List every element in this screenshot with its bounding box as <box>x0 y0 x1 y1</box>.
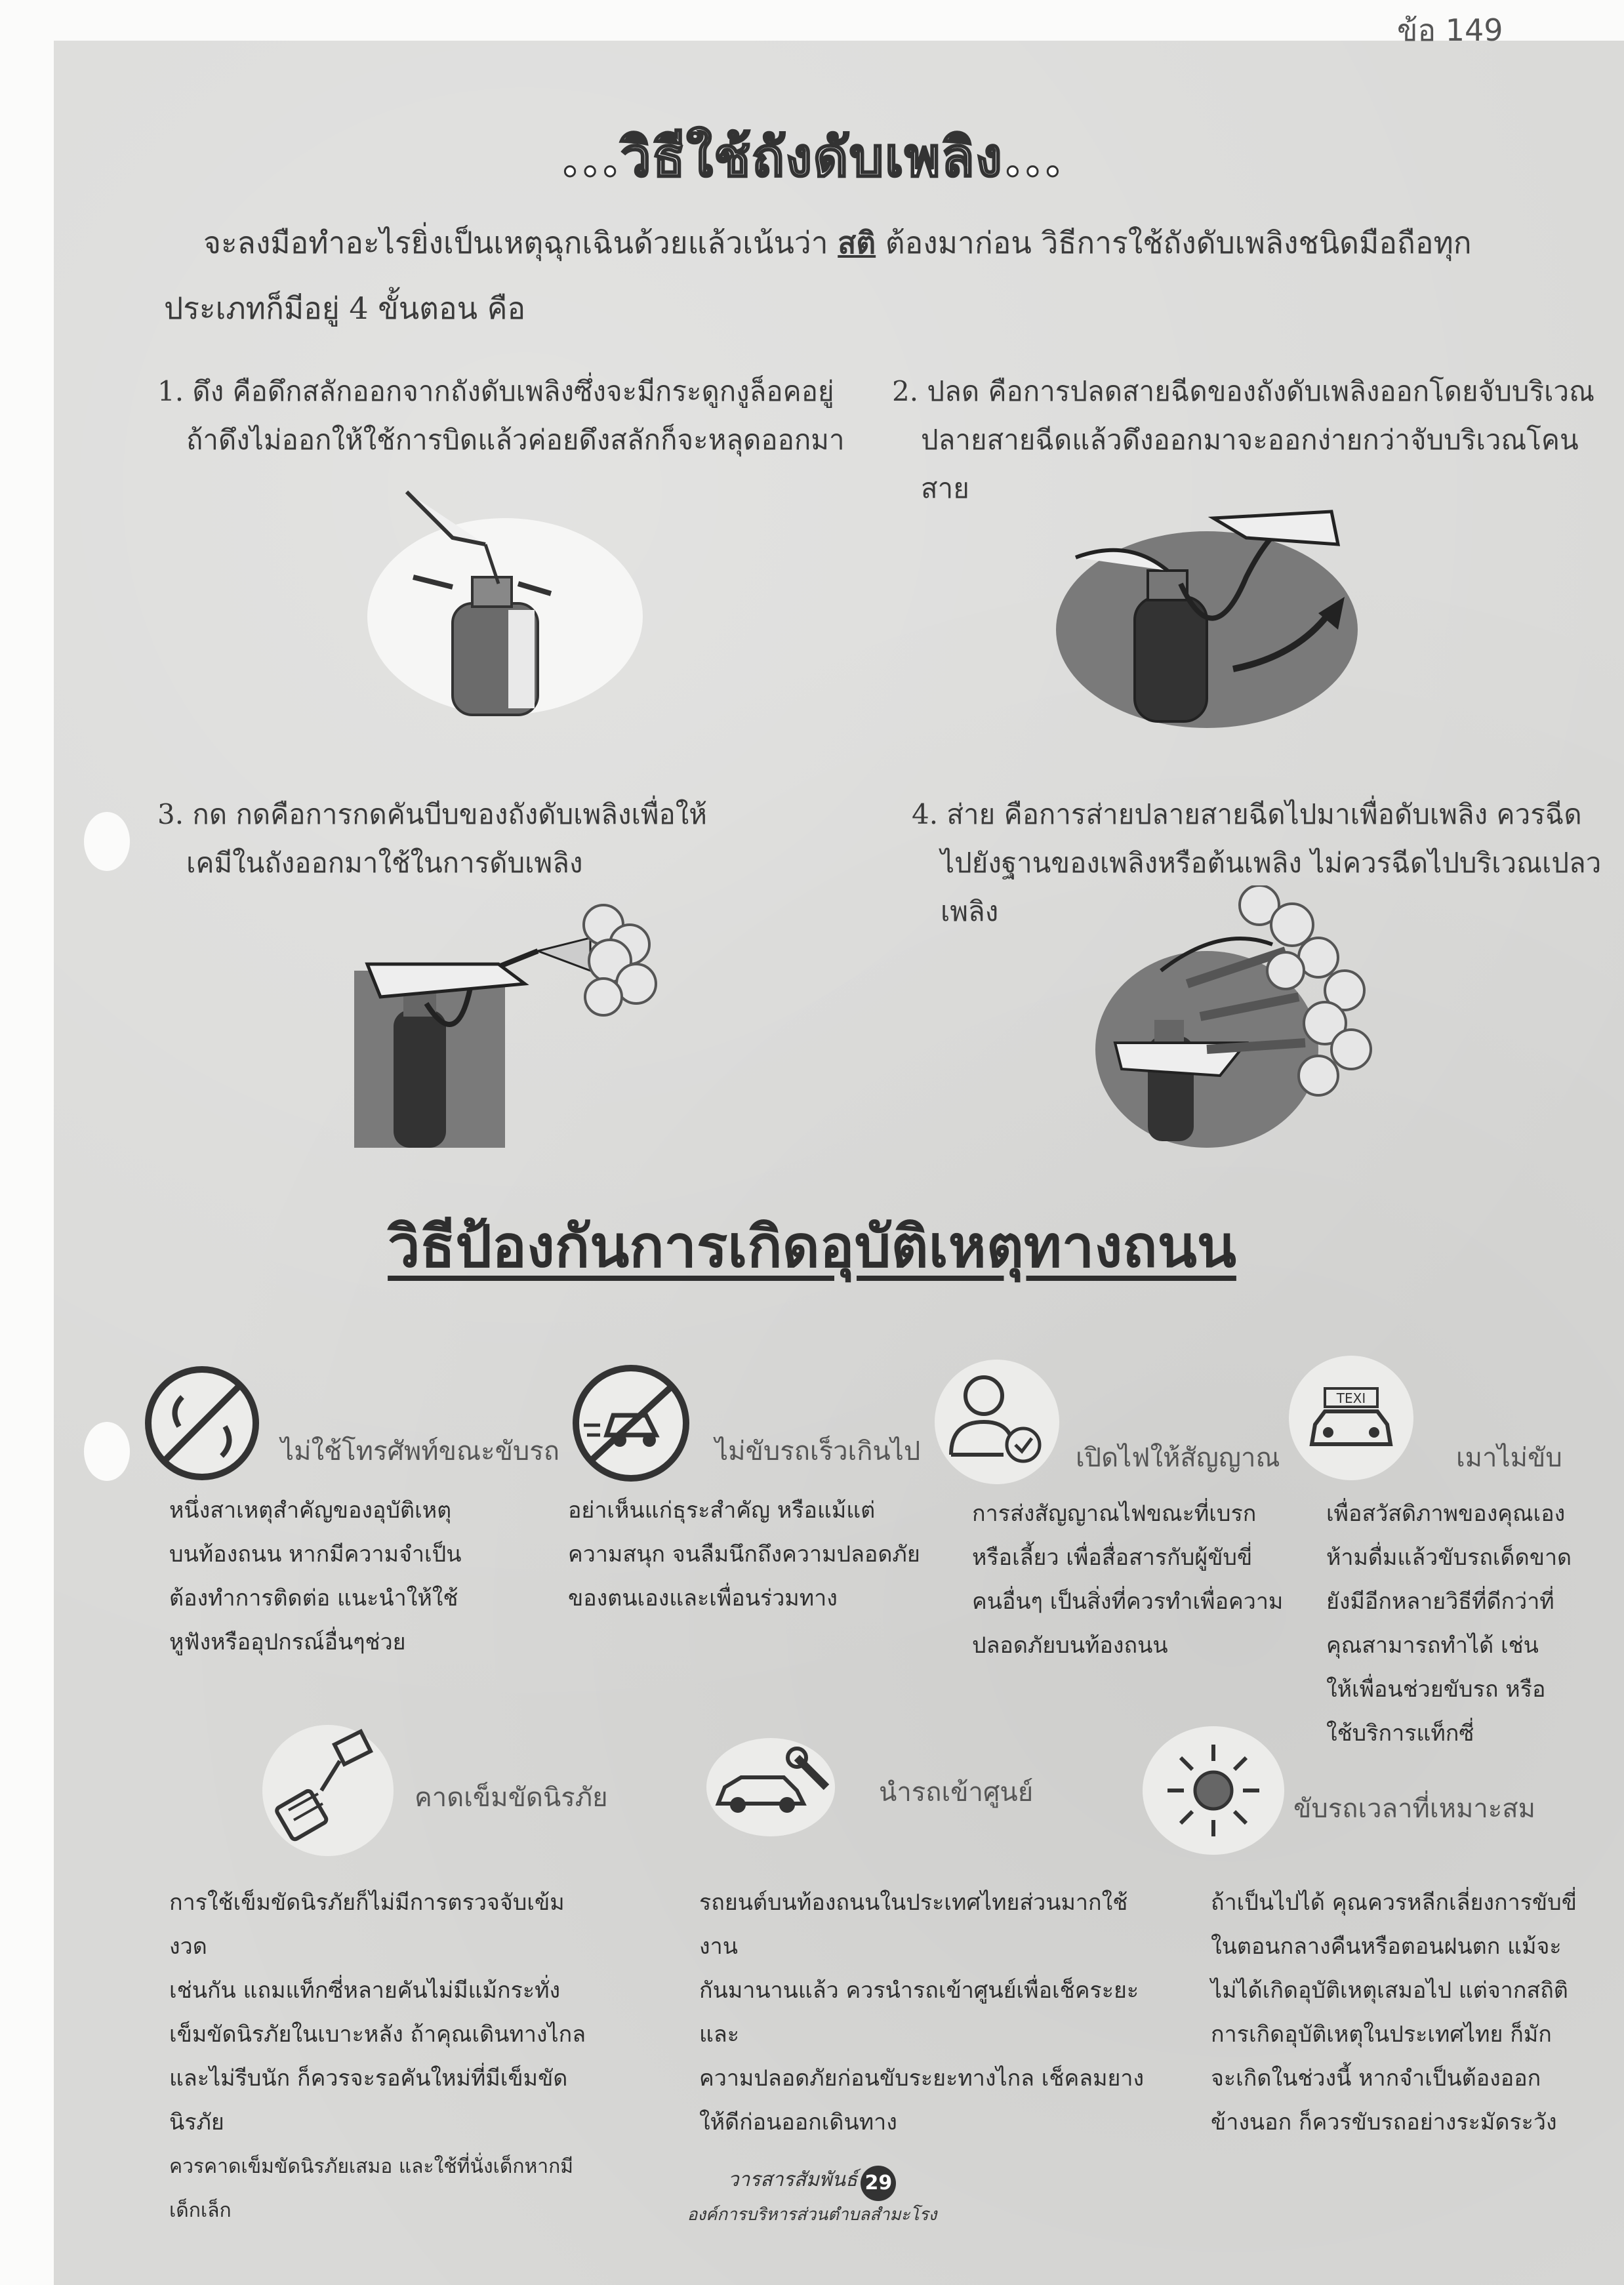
tip-line: เข็มขัดนิรภัยในเบาะหลัง ถ้าคุณเดินทางไกล <box>169 2021 586 2048</box>
tip-title: เมาไม่ขับ <box>1456 1443 1562 1473</box>
person-check-icon <box>931 1356 1063 1487</box>
tip-title: เปิดไฟให้สัญญาณ <box>1076 1443 1280 1473</box>
intro-text-start: จะลงมือทำอะไรยิ่งเป็นเหตุฉุกเฉินด้วยแล้วเน้นว่า <box>203 225 838 260</box>
tip-line: ให้เพื่อนช่วยขับรถ หรือ <box>1326 1676 1546 1703</box>
sun-icon <box>1141 1725 1286 1856</box>
release-hose-illustration <box>1049 498 1417 741</box>
pull-pin-illustration <box>354 479 656 735</box>
tip-title: ขับรถเวลาที่เหมาะสม <box>1293 1794 1536 1824</box>
tip-text-no-speeding <box>568 1489 935 1621</box>
tip-line: ในตอนกลางคืนหรือตอนฝนตก แม้จะ <box>1211 1933 1562 1960</box>
tip-line: หรือเลี้ยว เพื่อสื่อสารกับผู้ขับขี่ <box>972 1545 1253 1571</box>
magazine-name: วารสารสัมพันธ์ <box>727 2168 858 2191</box>
step-release <box>892 367 1600 513</box>
tip-line: ใช้บริการแท็กซี่ <box>1326 1720 1474 1747</box>
tip-line: คุณสามารถทำได้ เช่น <box>1326 1632 1539 1659</box>
tip-line: ต้องทำการติดต่อ แนะนำให้ใช้ <box>169 1585 458 1611</box>
step-line: 4. ส่าย คือการส่ายปลายสายฉีดไปมาเพื่อดับเพลิง ควรฉีด <box>912 798 1582 830</box>
tip-line: กันมานานแล้ว ควรนำรถเข้าศูนย์เพื่อเช็คระยะและ <box>699 1977 1139 2048</box>
tip-text-timing <box>1211 1881 1604 2145</box>
tip-line: ห้ามดื่มแล้วขับรถเด็ดขาด <box>1326 1545 1572 1571</box>
page-number: 29 <box>861 2166 896 2201</box>
tip-line: หนึ่งสาเหตุสำคัญของอุบัติเหตุ <box>169 1497 452 1524</box>
tip-title: ไม่ขับรถเร็วเกินไป <box>715 1436 921 1466</box>
tip-title: ไม่ใช้โทรศัพท์ขณะขับรถ <box>281 1436 559 1466</box>
tip-line: ความสนุก จนลืมนึกถึงความปลอดภัย <box>568 1541 920 1567</box>
tip-line: บนท้องถนน หากมีความจำเป็น <box>169 1541 462 1567</box>
no-phone-icon <box>143 1364 261 1482</box>
tip-title: คาดเข็มขัดนิรภัย <box>415 1783 608 1813</box>
tip-line: จะเกิดในช่วงนี้ หากจำเป็นต้องออก <box>1211 2065 1541 2092</box>
section-title-extinguisher: ...วิธีใช้ถังดับเพลิง... <box>560 126 1064 189</box>
tip-text-service <box>699 1881 1158 2145</box>
tip-line: ถ้าเป็นไปได้ คุณควรหลีกเลี่ยงการขับขี่ <box>1211 1890 1577 1916</box>
tip-line: ควรคาดเข็มขัดนิรภัยเสมอ และใช้ที่นั่งเด็กหากมีเด็กเล็ก <box>169 2155 574 2222</box>
punch-hole <box>84 812 130 871</box>
step-line: เคมีในถังออกมาใช้ในการดับเพลิง <box>186 847 583 879</box>
tip-line: ให้ดีก่อนออกเดินทาง <box>699 2109 897 2135</box>
tip-line: การใช้เข็มขัดนิรภัยก็ไม่มีการตรวจจับเข้มงวด <box>169 1890 565 1960</box>
press-lever-illustration <box>341 899 669 1154</box>
tip-text-signal <box>972 1492 1313 1668</box>
tip-line: รถยนต์บนท้องถนนในประเทศไทยส่วนมากใช้งาน <box>699 1890 1128 1960</box>
seatbelt-icon <box>256 1718 400 1863</box>
tip-line: และไม่รีบนัก ก็ควรจะรอคันใหม่ที่มีเข็มขัดนิรภัย <box>169 2065 568 2135</box>
punch-hole <box>84 1422 130 1481</box>
intro-emphasis: สติ <box>838 225 876 260</box>
step-press <box>157 790 853 887</box>
step-line: 3. กด กดคือการกดคันบีบของถังดับเพลิงเพื่อให้ <box>157 798 707 830</box>
tip-line: ไม่ได้เกิดอุบัติเหตุเสมอไป แต่จากสถิติ <box>1211 1977 1568 2004</box>
step-pull <box>157 367 853 464</box>
tip-line: ข้างนอก ก็ควรขับรถอย่างระมัดระวัง <box>1211 2109 1557 2135</box>
tip-line: การส่งสัญญาณไฟขณะที่เบรก <box>972 1501 1257 1527</box>
tip-text-no-phone <box>169 1489 484 1665</box>
car-wrench-icon <box>705 1731 836 1836</box>
organization-name: องค์การบริหารส่วนตำบลสำมะโรง <box>687 2204 937 2225</box>
tip-line: เช่นกัน แถมแท็กซี่หลายคันไม่มีแม้กระทั่ง <box>169 1977 561 2004</box>
no-speeding-icon <box>571 1363 691 1484</box>
tip-line: ของตนเองและเพื่อนร่วมทาง <box>568 1585 838 1611</box>
step-line: 2. ปลด คือการปลดสายฉีดของถังดับเพลิงออกโดยจับบริเวณ <box>892 375 1595 407</box>
tip-line: ปลอดภัยบนท้องถนน <box>972 1632 1168 1659</box>
tip-line: เพื่อสวัสดิภาพของคุณเอง <box>1326 1501 1566 1527</box>
tip-line: การเกิดอุบัติเหตุในประเทศไทย ก็มัก <box>1211 2021 1552 2048</box>
intro-text-end: ต้องมาก่อน วิธีการใช้ถังดับเพลิงชนิดมือถือทุกประเภทก็มีอยู่ 4 ขั้นตอน คือ <box>164 225 1472 326</box>
taxi-icon <box>1286 1352 1417 1484</box>
step-line: 1. ดึง คือดึกสลักออกจากถังดับเพลิงซึ่งจะมีกระดูกงูล็อคอยู่ <box>157 375 834 407</box>
tip-title: นำรถเข้าศูนย์ <box>879 1777 1034 1808</box>
tip-line: ยังมีอีกหลายวิธีที่ดีกว่าที่ <box>1326 1588 1554 1615</box>
taxi-sign-text: TEXI <box>1336 1390 1366 1406</box>
section-title-road-safety: วิธีป้องกันการเกิดอุบัติเหตุทางถนน <box>388 1212 1236 1280</box>
intro-paragraph <box>164 210 1561 341</box>
step-line: ถ้าดึงไม่ออกให้ใช้การบิดแล้วค่อยดึงสลักก็จะหลุดออกมา <box>186 424 845 456</box>
tip-line: อย่าเห็นแก่ธุระสำคัญ หรือแม้แต่ <box>568 1497 876 1524</box>
page-footer <box>0 2164 1624 2228</box>
tip-line: คนอื่นๆ เป็นสิ่งที่ควรทำเพื่อความ <box>972 1588 1284 1615</box>
step-line: ไปยังฐานของเพลิงหรือต้นเพลิง ไม่ควรฉีดไปบริเวณเปลวเพลิง <box>941 847 1602 927</box>
tip-line: ความปลอดภัยก่อนขับระยะทางไกล เช็คลมยาง <box>699 2065 1145 2092</box>
handwritten-note: ข้อ 149 <box>1397 12 1503 48</box>
tip-text-no-drunk <box>1326 1492 1602 1756</box>
step-line: ปลายสายฉีดแล้วดึงออกมาจะออกง่ายกว่าจับบริเวณโคนสาย <box>921 424 1579 504</box>
sweep-hose-illustration <box>1089 885 1391 1148</box>
tip-line: หูฟังหรืออุปกรณ์อื่นๆช่วย <box>169 1629 406 1655</box>
